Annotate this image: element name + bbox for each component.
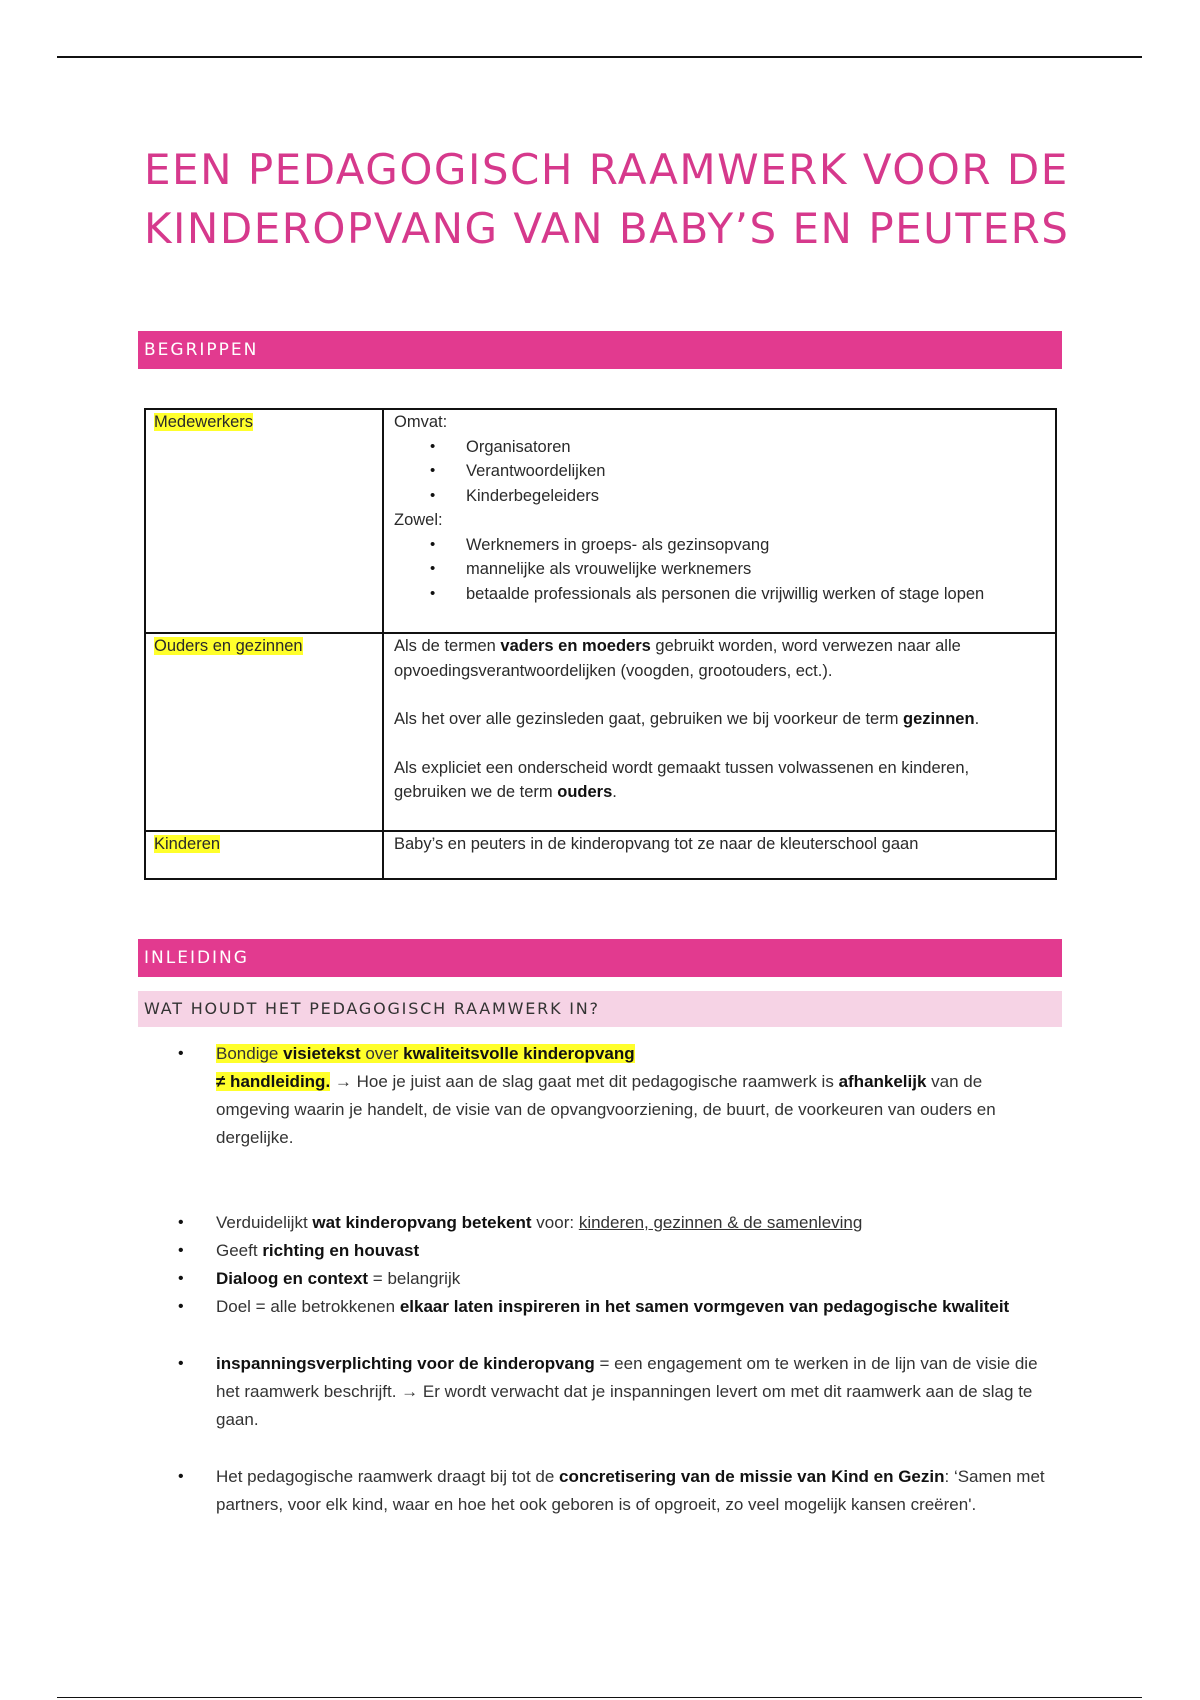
- definition-cell: [383, 409, 1056, 633]
- term-ouders: Ouders en gezinnen: [154, 637, 303, 655]
- top-rule: [57, 56, 1142, 58]
- ouders-paragraph-3: Als expliciet een onderscheid wordt gemaakt tussen volwassenen en kinderen, gebruiken we de term ouders.: [394, 758, 970, 801]
- term-cell: [145, 409, 383, 633]
- ouders-paragraph-1: Als de termen vaders en moeders gebruikt worden, word verwezen naar alle opvoedingsverantwoordelijken (voogden, grootouders, ect.).: [394, 637, 961, 680]
- page-title: EEN PEDAGOGISCH RAAMWERK VOOR DE KINDEROPVANG VAN BABY’S EN PEUTERS: [144, 145, 1070, 253]
- list-item: • Dialoog en context = belangrijk: [178, 1265, 1058, 1293]
- table-row: [145, 831, 1056, 879]
- section-header-inleiding: INLEIDING: [138, 939, 1062, 977]
- zowel-label: Zowel:: [394, 511, 443, 529]
- definition-cell: [383, 633, 1056, 831]
- list-item: • inspanningsverplichting voor de kinderopvang = een engagement om te werken in de lijn van de visie die het raamwerk beschrijft. → Er wordt verwacht dat je inspanningen levert om met dit raamwerk aan de slag te gaan.: [178, 1350, 1058, 1434]
- list-item: • Bondige visietekst over kwaliteitsvolle kinderopvang ≠ handleiding. → Hoe je juist aan de slag gaat met dit pedagogische raamwerk is afhankelijk van de omgeving waarin je handelt, de visie van de opvangvoorziening, de buurt, de voorkeuren van ouders en dergelijke.: [178, 1040, 1058, 1152]
- bullet-missie: [178, 1463, 1058, 1519]
- list-item: • Het pedagogische raamwerk draagt bij tot de concretisering van de missie van Kind en Gezin: ‘Samen met partners, voor elk kind, waar en hoe het ook geboren is of opgroeit, zo veel mogelijk kansen creëren'.: [178, 1463, 1058, 1519]
- bottom-rule: [57, 1697, 1142, 1698]
- term-cell: [145, 633, 383, 831]
- definitions-table: [144, 408, 1057, 880]
- list-item: • Kinderbegeleiders: [394, 484, 1045, 509]
- subsection-header-wat-houdt: WAT HOUDT HET PEDAGOGISCH RAAMWERK IN?: [138, 991, 1062, 1027]
- list-item: • Werknemers in groeps- als gezinsopvang: [394, 533, 1045, 558]
- list-item: • Organisatoren: [394, 435, 1045, 460]
- section-header-begrippen: BEGRIPPEN: [138, 331, 1062, 369]
- omvat-list: [394, 435, 1045, 509]
- list-item: • Verantwoordelijken: [394, 459, 1045, 484]
- list-item: • Doel = alle betrokkenen elkaar laten inspireren in het samen vormgeven van pedagogische kwaliteit: [178, 1293, 1058, 1321]
- kinderen-definition: Baby’s en peuters in de kinderopvang tot ze naar de kleuterschool gaan: [394, 835, 919, 853]
- term-kinderen: Kinderen: [154, 835, 221, 853]
- definition-cell: [383, 831, 1056, 879]
- list-item: • mannelijke als vrouwelijke werknemers: [394, 557, 1045, 582]
- list-item: • Geeft richting en houvast: [178, 1237, 1058, 1265]
- bullet-inspanningsverplichting: [178, 1350, 1058, 1434]
- bullet-visietekst: [178, 1040, 1058, 1152]
- list-item: • Verduidelijkt wat kinderopvang betekent voor: kinderen, gezinnen & de samenleving: [178, 1209, 1058, 1237]
- omvat-label: Omvat:: [394, 413, 448, 431]
- table-row: [145, 409, 1056, 633]
- table-row: [145, 633, 1056, 831]
- ouders-paragraph-2: Als het over alle gezinsleden gaat, gebruiken we bij voorkeur de term gezinnen.: [394, 710, 980, 728]
- zowel-list: [394, 533, 1045, 607]
- term-medewerkers: Medewerkers: [154, 413, 254, 431]
- list-item: • betaalde professionals als personen die vrijwillig werken of stage lopen: [394, 582, 1045, 607]
- term-cell: [145, 831, 383, 879]
- bullet-list-main: [178, 1209, 1058, 1321]
